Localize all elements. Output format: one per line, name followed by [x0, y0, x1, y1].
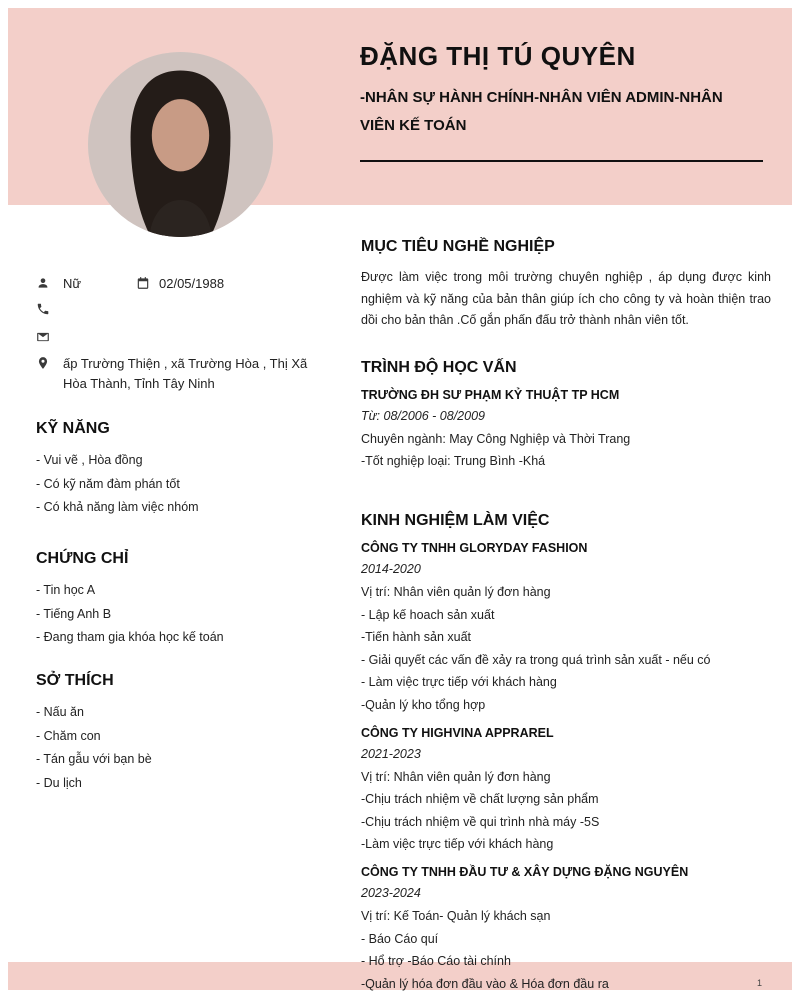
objective-text: Được làm việc trong môi trường chuyên nghiệp , áp dụng được kinh nghiệm và kỹ năng của bản thân giúp ích cho công ty và hoàn thiện trao dồi cho bản thân .Cố gắn phấn đấu trở thành nhân viên tốt. — [361, 270, 771, 327]
education-section — [361, 359, 771, 469]
job-detail: - Giải quyết các vấn đề xảy ra trong quá trình sản xuất - nếu có — [361, 652, 711, 667]
hobby-item: - Tán gẫu với bạn bè — [36, 752, 152, 767]
job-company: CÔNG TY HIGHVINA APPRAREL — [361, 725, 554, 740]
job-detail: -Tiến hành sản xuất — [361, 630, 472, 644]
location-pin-icon — [36, 356, 50, 370]
person-icon — [36, 276, 50, 290]
job-period: 2021-2023 — [361, 746, 421, 761]
certificate-item: - Tin học A — [36, 583, 96, 598]
job-entry — [361, 726, 771, 852]
job-detail: -Chịu trách nhiệm về qui trình nhà máy -5S — [361, 814, 600, 829]
job-detail: -Quản lý kho tổng hợp — [361, 697, 486, 712]
address-line-1: ấp Trường Thiện , xã Trường Hòa , Thị Xã — [63, 356, 308, 371]
job-detail: -Chịu trách nhiệm về chất lượng sản phẩm — [361, 792, 599, 806]
job-detail: - Lập kế hoach sản xuất — [361, 607, 495, 622]
phone-icon — [36, 302, 50, 316]
job-entry — [361, 541, 771, 712]
candidate-title: -NHÂN SỰ HÀNH CHÍNH-NHÂN VIÊN ADMIN-NHÂN VIÊN KẾ TOÁN — [360, 89, 723, 134]
calendar-icon — [136, 276, 150, 290]
education-detail: -Tốt nghiệp loại: Trung Bình -Khá — [361, 454, 546, 468]
address-row — [36, 354, 336, 394]
job-detail: -Quản lý hóa đơn đầu vào & Hóa đơn đầu ra — [361, 976, 609, 991]
job-detail: Vị trí: Nhân viên quản lý đơn hàng — [361, 585, 551, 599]
skill-item: - Có kỹ năm đàm phán tốt — [36, 476, 180, 491]
education-heading: TRÌNH ĐỘ HỌC VẤN — [361, 358, 517, 376]
skills-list — [36, 453, 336, 514]
address-line-2: Hòa Thành, Tỉnh Tây Ninh — [63, 376, 215, 392]
hobby-item: - Nấu ăn — [36, 705, 84, 720]
profile-photo — [88, 52, 273, 237]
certificates-heading: CHỨNG CHỈ — [36, 550, 129, 568]
job-detail: Vị trí: Nhân viên quản lý đơn hàng — [361, 769, 551, 784]
certificates-list — [36, 583, 336, 644]
job-detail: - Hổ trợ -Báo Cáo tài chính — [361, 954, 511, 968]
job-detail: Vị trí: Kế Toán- Quản lý khách sạn — [361, 909, 551, 923]
profile-photo-placeholder — [88, 52, 273, 237]
candidate-name: ĐẶNG THỊ TÚ QUYÊN — [360, 41, 636, 71]
gender-value: Nữ — [63, 275, 82, 291]
objective-heading: MỤC TIÊU NGHỀ NGHIỆP — [361, 238, 555, 255]
job-company: CÔNG TY TNHH GLORYDAY FASHION — [361, 541, 588, 555]
job-company: CÔNG TY TNHH ĐẦU TƯ & XÂY DỰNG ĐẶNG NGUYÊN — [361, 865, 689, 879]
experience-heading: KINH NGHIỆM LÀM VIỆC — [361, 512, 550, 529]
page-number: 1 — [756, 978, 762, 988]
experience-section — [361, 512, 771, 991]
email-icon — [36, 330, 50, 344]
job-detail: - Báo Cáo quí — [361, 931, 439, 946]
certificate-item: - Tiếng Anh B — [36, 606, 112, 621]
job-period: 2023-2024 — [361, 886, 421, 900]
job-detail: -Làm việc trực tiếp với khách hàng — [361, 837, 554, 851]
skill-item: - Có khả năng làm việc nhóm — [36, 500, 199, 515]
email-row — [36, 326, 336, 348]
job-entry — [361, 865, 771, 991]
left-column — [36, 272, 336, 799]
job-detail: - Làm việc trực tiếp với khách hàng — [361, 675, 557, 689]
education-period: Từ: 08/2006 - 08/2009 — [361, 408, 485, 423]
education-school: TRƯỜNG ĐH SƯ PHẠM KỶ THUẬT TP HCM — [361, 387, 620, 402]
skill-item: - Vui vẽ , Hòa đồng — [36, 453, 143, 468]
hobby-item: - Chăm con — [36, 728, 101, 743]
hobbies-list — [36, 705, 336, 790]
dob-value: 02/05/1988 — [159, 275, 225, 291]
gender-dob-row — [36, 272, 336, 294]
certificate-item: - Đang tham gia khóa học kế toán — [36, 630, 224, 645]
education-detail: Chuyên ngành: May Công Nghiệp và Thời Trang — [361, 431, 631, 446]
phone-row — [36, 298, 336, 320]
header-divider — [360, 160, 763, 162]
hobby-item: - Du lịch — [36, 775, 82, 790]
right-column — [361, 238, 771, 997]
hobbies-heading: SỞ THÍCH — [36, 672, 114, 690]
job-period: 2014-2020 — [361, 562, 421, 576]
skills-heading: KỸ NĂNG — [36, 420, 110, 438]
address-value — [63, 354, 323, 394]
